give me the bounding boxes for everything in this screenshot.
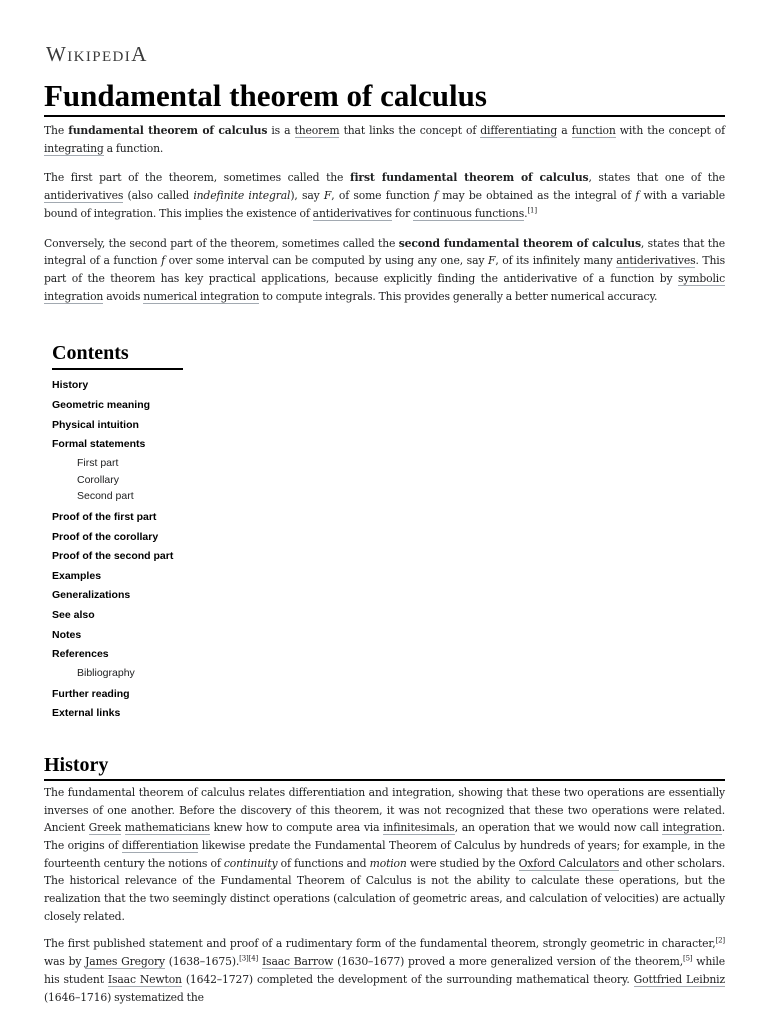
toc-item[interactable]: Proof of the first part	[52, 511, 157, 524]
link-integrating[interactable]: integrating	[44, 141, 104, 155]
link-differentiation[interactable]: differentiation	[121, 838, 199, 852]
toc-subitem[interactable]: Bibliography	[77, 666, 135, 679]
link-isaac-newton[interactable]: Isaac Newton	[107, 972, 182, 986]
citation-2[interactable]: [2]	[715, 936, 725, 945]
toc-item[interactable]: Generalizations	[52, 589, 131, 602]
table-of-contents	[52, 341, 183, 724]
link-antiderivatives[interactable]: antiderivatives	[44, 189, 124, 203]
citation-5[interactable]: [5]	[682, 954, 693, 963]
link-antiderivatives-2[interactable]: antiderivatives	[312, 206, 392, 220]
article-page	[44, 36, 725, 1006]
link-differentiating[interactable]: differentiating	[480, 124, 558, 137]
intro-paragraph-2: The first part of the theorem, sometimes called the first fundamental theorem of calculus, states that one of the antiderivatives (also called indefinite integral), say F, of some function f may be obtained as the integral of f with a variable bound of integration. This implies the existence of antiderivatives for continuous functions.[1]	[44, 171, 726, 220]
link-oxford-calculators[interactable]: Oxford Calculators	[518, 856, 620, 870]
toc-item[interactable]: Notes	[52, 628, 82, 641]
toc-subitem[interactable]: Corollary	[77, 473, 120, 486]
toc-item[interactable]: References	[52, 648, 109, 661]
link-continuous-functions[interactable]: continuous functions	[413, 206, 525, 220]
toc-item[interactable]: Physical intuition	[52, 418, 139, 431]
link-infinitesimals[interactable]: infinitesimals	[383, 821, 455, 835]
toc-item[interactable]: Formal statements	[52, 438, 146, 451]
link-function[interactable]: function	[571, 124, 616, 137]
toc-subitem[interactable]: Second part	[77, 490, 134, 503]
intro-paragraph-3: Conversely, the second part of the theorem, sometimes called the second fundamental theorem of calculus, states that the integral of a function f over some interval can be computed by using any one, say F, of its infinitely many antiderivatives. This part of the theorem has key practical applications, because explicitly finding the antiderivative of a function by symbolic integration avoids numerical integration to compute integrals. This provides generally a better numerical accuracy.	[44, 236, 725, 303]
link-isaac-barrow[interactable]: Isaac Barrow	[261, 955, 334, 969]
link-james-gregory[interactable]: James Gregory	[85, 955, 165, 969]
toc-item[interactable]: External links	[52, 707, 121, 720]
toc-item[interactable]: Geometric meaning	[52, 398, 151, 411]
toc-item[interactable]: Examples	[52, 569, 102, 582]
history-paragraph-1: The fundamental theorem of calculus relates differentiation and integration, showing that these two operations are essentially inverses of one another. Before the discovery of this theorem, it was not recognized that these two operations were related. Ancient Greek mathematicians knew how to compute area via infinitesimals, an operation that we would now call integration. The origins of differentiation likewise predate the Fundamental Theorem of Calculus by hundreds of years; for example, in the fourteenth century the notions of continuity of functions and motion were studied by the Oxford Calculators and other scholars. The historical relevance of the Fundamental Theorem of Calculus is not the ability to calculate these operations, but the realization that the two seemingly distinct operations (calculation of geometric areas, and calculation of velocities) are actually closely related.	[44, 785, 726, 923]
link-greek[interactable]: Greek	[88, 821, 121, 835]
citation-4[interactable]: [4]	[248, 954, 259, 963]
page-title: Fundamental theorem of calculus	[44, 78, 725, 117]
intro-paragraph-1: The fundamental theorem of calculus is a theorem that links the concept of differentiating a function with the concept of integrating a function.	[44, 124, 725, 155]
link-integration[interactable]: integration	[662, 821, 722, 835]
citation-3[interactable]: [3]	[239, 954, 249, 963]
section-heading-history: History	[44, 752, 725, 781]
history-paragraph-2: The first published statement and proof of a rudimentary form of the fundamental theorem, strongly geometric in character,[2] was by James Gregory (1638–1675).[3][4] Isaac Barrow (1630–1677) proved a more generalized version of the theorem,[5] while his student Isaac Newton (1642–1727) completed the development of the surrounding mathematical theory. Gottfried Leibniz (1646–1716) systematized the	[44, 936, 726, 1004]
link-theorem[interactable]: theorem	[294, 124, 340, 137]
toc-list	[52, 376, 183, 724]
link-numerical-integration[interactable]: numerical integration	[143, 289, 260, 303]
toc-item[interactable]: Proof of the corollary	[52, 530, 159, 543]
wikipedia-wordmark[interactable]: WIKIPEDIA	[46, 42, 148, 66]
toc-heading: Contents	[52, 341, 183, 370]
toc-subitem[interactable]: First part	[77, 456, 119, 469]
citation-1[interactable]: [1]	[527, 206, 537, 215]
link-gottfried-leibniz[interactable]: Gottfried Leibniz	[633, 972, 725, 986]
link-symbolic-integration[interactable]: symbolic integration	[44, 271, 725, 303]
toc-item[interactable]: See also	[52, 609, 95, 622]
toc-item[interactable]: Further reading	[52, 687, 130, 700]
toc-item[interactable]: Proof of the second part	[52, 550, 174, 563]
link-antiderivatives-3[interactable]: antiderivatives	[616, 254, 696, 268]
link-mathematicians[interactable]: mathematicians	[124, 821, 210, 835]
toc-item[interactable]: History	[52, 379, 89, 392]
